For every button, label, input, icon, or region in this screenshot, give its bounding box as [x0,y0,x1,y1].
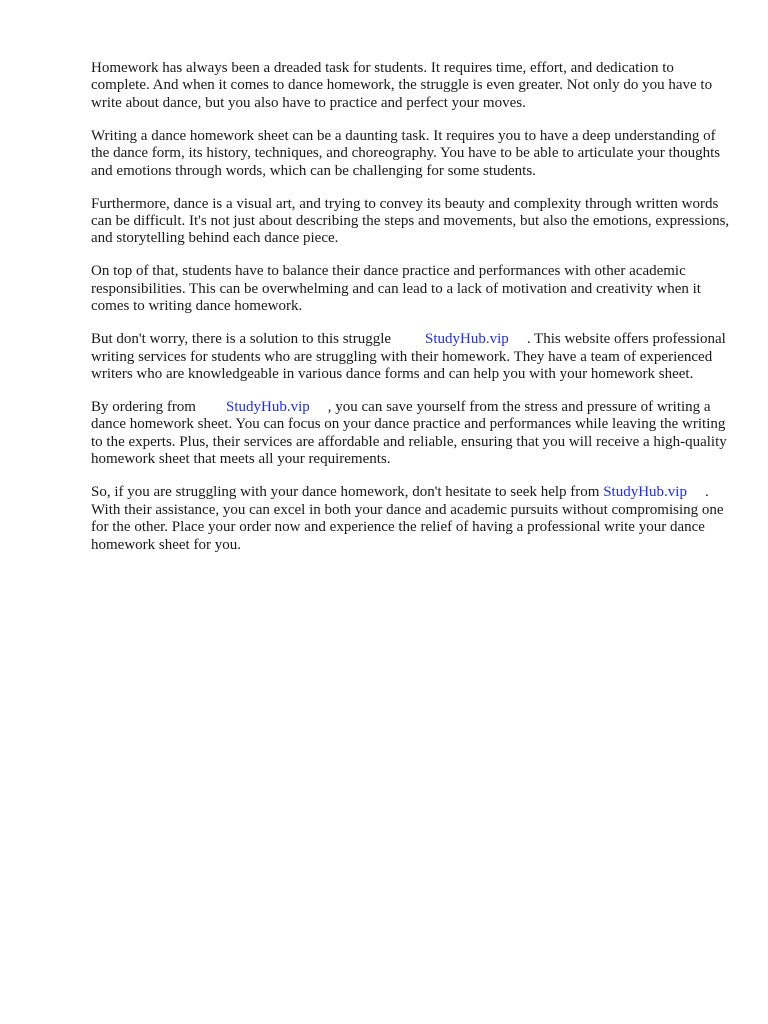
document-body [91,60,731,570]
paragraph-5-text-after: . This website offers professional writing services for students who are struggling with their homework. They have a team of experienced writers who are knowledgeable in various dance forms and can help you with your homework sheet. [91,331,726,383]
studyhub-link-3[interactable]: StudyHub.vip [603,484,687,501]
paragraph-6-text-before: By ordering from [91,399,196,416]
paragraph-5-text-before: But don't worry, there is a solution to this struggle [91,331,392,348]
paragraph-4: On top of that, students have to balance their dance practice and performances with other academic responsibilities. This can be overwhelming and can lead to a lack of motivation and creativity when it comes to writing dance homework. [91,263,701,315]
paragraph-7 [91,484,731,554]
studyhub-link-1[interactable]: StudyHub.vip [425,331,509,348]
paragraph-6 [91,399,731,469]
paragraph-7-text-before: So, if you are struggling with your dance homework, don't hesitate to seek help from [91,484,600,501]
paragraph-2: Writing a dance homework sheet can be a daunting task. It requires you to have a deep understanding of the dance form, its history, techniques, and choreography. You have to be able to articulate your thoughts and emotions through words, which can be challenging for some students. [91,127,721,179]
studyhub-link-2[interactable]: StudyHub.vip [225,399,310,416]
paragraph-3: Furthermore, dance is a visual art, and trying to convey its beauty and complexity through written words can be difficult. It's not just about describing the steps and movements, but also the emotions, expressions, and storytelling behind each dance piece. [91,195,730,247]
paragraph-6-text-after: , you can save yourself from the stress and pressure of writing a dance homework sheet. You can focus on your dance practice and performances while leaving the writing to the experts. Plus, their services are affordable and reliable, ensuring that you will receive a high-quality homework sheet that meets all your requirements. [91,399,727,468]
paragraph-7-text-after: . With their assistance, you can excel in both your dance and academic pursuits without compromising one for the other. Place your order now and experience the relief of having a professional write your dance homework sheet for you. [91,484,724,553]
paragraph-1: Homework has always been a dreaded task for students. It requires time, effort, and dedication to complete. And when it comes to dance homework, the struggle is even greater. Not only do you have to write about dance, but you also have to practice and perfect your moves. [91,60,713,111]
paragraph-5 [91,331,731,383]
